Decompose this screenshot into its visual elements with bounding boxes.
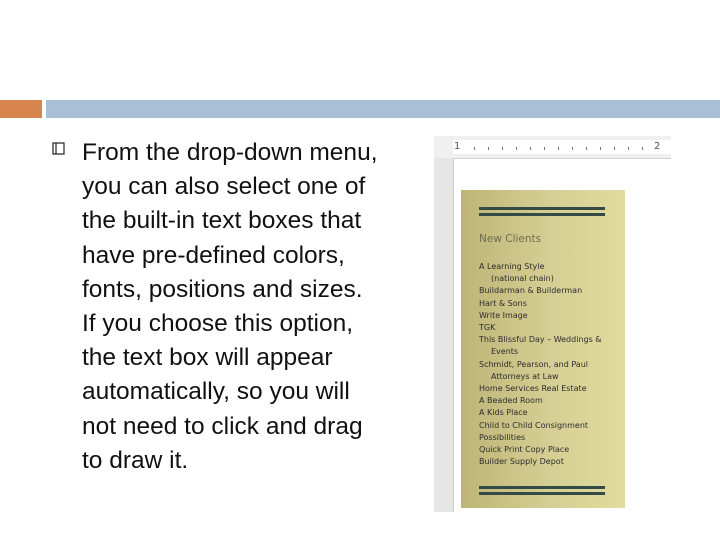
client-list (479, 261, 602, 468)
decorative-stripe (479, 492, 605, 495)
decorative-stripe (479, 486, 605, 489)
ruler-tick (474, 147, 475, 150)
ruler-tick (516, 147, 517, 150)
list-item: Child to Child Consignment (479, 420, 589, 430)
list-item: A Learning Style (479, 262, 545, 271)
ruler-tick (642, 147, 643, 150)
ruler-tick (586, 147, 587, 150)
decorative-stripe (479, 213, 605, 216)
list-item: Schmidt, Pearson, and Paul (479, 359, 588, 369)
ruler-strip (453, 140, 671, 154)
accent-bar-orange (0, 100, 42, 118)
ruler-tick (600, 147, 601, 150)
textbox-preview-figure (434, 136, 671, 512)
list-item: (national chain) (491, 274, 554, 284)
list-item: Write Image (479, 310, 528, 320)
list-item: Hart & Sons (479, 298, 527, 308)
accent-bar-blue (46, 100, 720, 118)
list-item: Attorneys at Law (491, 371, 559, 381)
horizontal-ruler (434, 136, 671, 159)
decorative-stripe (479, 207, 605, 210)
ruler-tick (488, 147, 489, 150)
ruler-tick (544, 147, 545, 150)
bullet-text: From the drop-down menu, you can also select one of the built-in text boxes that have pre-defined colors, fonts, positions and sizes. If you choose this option, the text box will appear automatically, so you will not need to click and drag to draw it. (82, 139, 378, 474)
list-item: TGK (479, 323, 496, 333)
list-item: Events (491, 347, 519, 357)
ruler-mark-2: 2 (654, 141, 661, 152)
vertical-ruler (434, 158, 454, 512)
list-item: Buildarman & Builderman (479, 286, 583, 296)
hollow-square-bullet-icon (52, 142, 66, 156)
ruler-tick (530, 147, 531, 150)
ruler-tick (628, 147, 629, 150)
list-item: Quick Print Copy Place (479, 445, 570, 455)
list-item: Builder Supply Depot (479, 457, 564, 467)
ruler-tick (572, 147, 573, 150)
sidebar-textbox-sample (461, 190, 625, 508)
textbox-title: New Clients (479, 233, 542, 245)
ruler-mark-1: 1 (454, 141, 461, 152)
list-item: Home Services Real Estate (479, 384, 587, 394)
list-item: Possibilities (479, 432, 526, 442)
ruler-tick (558, 147, 559, 150)
ruler-tick (614, 147, 615, 150)
list-item: A Kids Place (479, 408, 528, 418)
list-item: This Blissful Day – Weddings & (479, 335, 602, 345)
list-item: A Beaded Room (479, 396, 543, 406)
ruler-tick (502, 147, 503, 150)
